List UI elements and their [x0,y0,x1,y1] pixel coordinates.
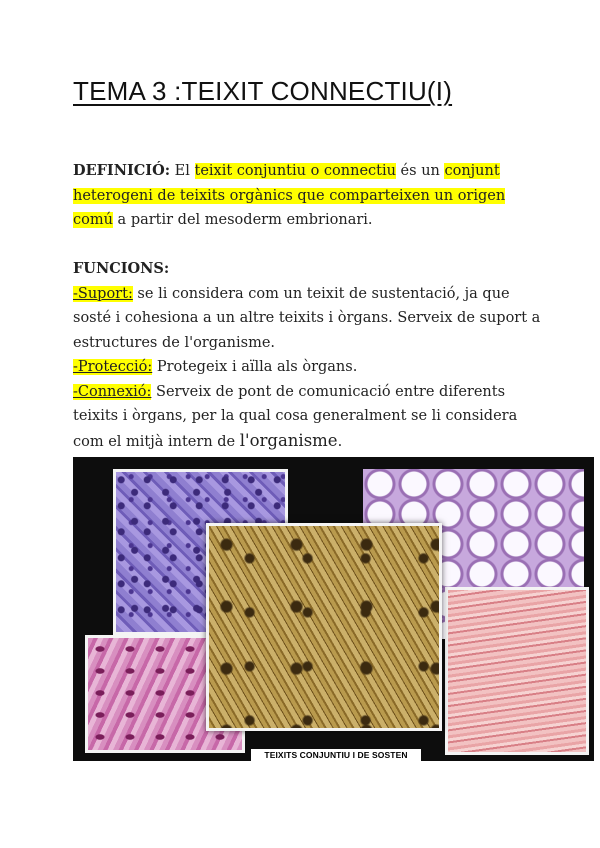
function-label-proteccio: -Protecció: [73,359,153,375]
tissue-collage-figure [73,457,594,761]
page-title: TEMA 3 :TEIXIT CONNECTIU(I) [73,76,453,106]
definition-highlight-term: teixit conjuntiu o connectiu [194,163,396,179]
function-text-proteccio: Protegeix i aïlla als òrgans. [152,359,358,375]
function-text-connexio-end: . [337,433,343,450]
definition-text-1: El [170,163,195,179]
dense-connective-micrograph [445,587,589,755]
bone-micrograph [206,523,442,731]
definition-text-2: és un [395,163,445,179]
definition-highlight-description: conjunt heterogeni de teixits orgànics que comparteixen un origen comú [73,163,506,228]
function-text-connexio-tail: l'organisme [239,430,338,450]
function-text-connexio: Serveix de pont de comunicació entre diferents teixits i òrgans, per la qual cosa generalment se li considera com el mitjà intern de [73,383,518,450]
function-item-connexio [73,380,543,455]
figure-caption: TEIXITS CONJUNTIU I DE SOSTEN [251,749,421,761]
functions-heading: FUNCIONS: [73,260,170,277]
functions-section [73,257,543,454]
definition-label: DEFINICIÓ: [73,162,171,179]
function-label-suport: -Suport: [73,285,133,302]
function-item-proteccio [73,355,543,380]
function-label-connexio: -Connexió: [73,383,152,400]
definition-paragraph [73,159,543,233]
definition-text-3: a partir del mesoderm embrionari. [112,212,373,228]
function-text-suport: se li considera com un teixit de sustentació, ja que sosté i cohesiona a un altre teixits i òrgans. Serveix de suport a estructures de l'organisme. [73,285,541,351]
function-item-suport [73,282,543,356]
